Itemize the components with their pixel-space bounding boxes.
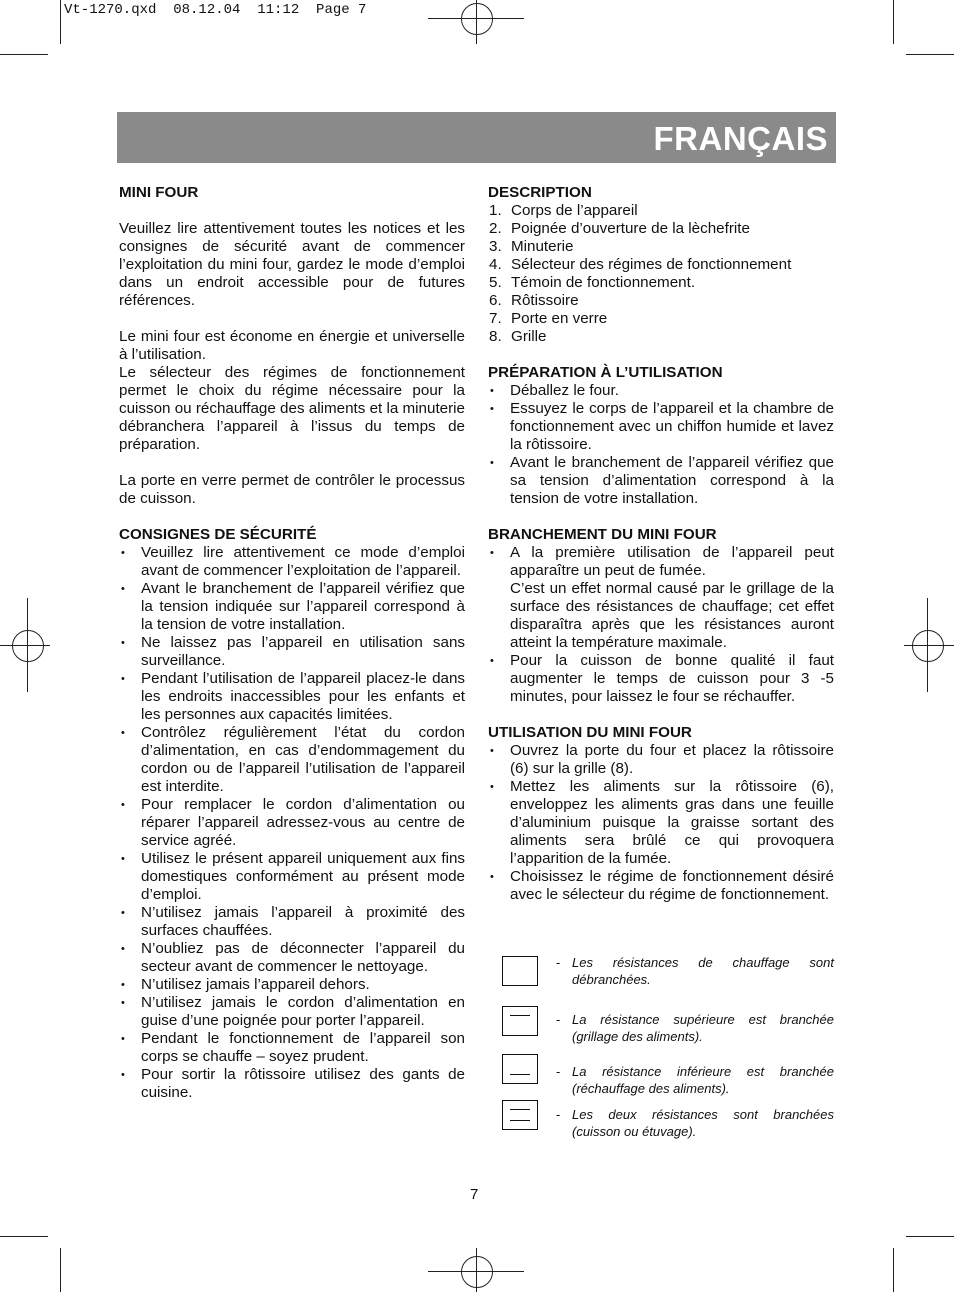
heater-off-icon [502, 956, 538, 986]
heater-line [510, 1120, 530, 1121]
page-number: 7 [470, 1186, 479, 1203]
heater-line [510, 1074, 530, 1075]
intro-paragraph: Veuillez lire attentivement toutes les notices et les consignes de sécurité avant de commencer l’exploitation du mini four, gardez le mode d’emploi dans un endroit accessible pour de futures références. [119, 220, 465, 309]
mode-text: Les résistances de chauffage sont débranchées. [572, 955, 834, 987]
item-number: 4. [489, 256, 502, 273]
list-item [488, 202, 834, 220]
selector-paragraph: Le sélecteur des régimes de fonctionnement permet le choix du régime nécessaire pour la cuisson ou réchauffage des aliments et la minuterie débranchera l’appareil à l’issus du temps de préparation. [119, 364, 465, 453]
list-item: • Pendant l’utilisation de l’appareil placez-le dans les endroits inaccessibles pour les enfants et les personnes aux capacités limitées. [119, 670, 465, 724]
list-item [488, 238, 834, 256]
heater-line [510, 1109, 530, 1110]
item-text: C’est un effet normal causé par le grillage de la surface des résistances de chauffage; cet effet disparaîtra après que les résistances auront atteint la température maximale. [510, 580, 834, 651]
connection-list [488, 544, 834, 706]
item-text: Corps de l’appareil [511, 202, 638, 219]
registration-line [0, 645, 50, 646]
usage-list [488, 742, 834, 904]
item-number: 2. [489, 220, 502, 237]
list-item: • Pendant le fonctionnement de l’appareil son corps se chauffe – soyez prudent. [119, 1030, 465, 1066]
list-item: • Mettez les aliments sur la rôtissoire (6), enveloppez les aliments gras dans une feuille d’aluminium puisque la graisse sortant des aliments sera brûlé ce qui provoquera l’apparition de la fumée. [488, 778, 834, 868]
crop-mark [893, 1248, 894, 1292]
crop-mark [906, 54, 954, 55]
list-item: • N’utilisez jamais l’appareil à proximité des surfaces chauffées. [119, 904, 465, 940]
item-text: A la première utilisation de l’appareil peut apparaître un peut de fumée. [510, 544, 834, 579]
spacer [119, 508, 465, 526]
list-item: • Essuyez le corps de l’appareil et la chambre de fonctionnement avec un chiffon humide et lavez la rôtissoire. [488, 400, 834, 454]
item-number: 6. [489, 292, 502, 309]
list-item: • Choisissez le régime de fonctionnement désiré avec le sélecteur du régime de fonctionnement. [488, 868, 834, 904]
file-slug: Vt-1270.qxd 08.12.04 11:12 Page 7 [64, 2, 367, 18]
left-column [119, 184, 465, 1102]
section-title-connection: BRANCHEMENT DU MINI FOUR [488, 526, 717, 543]
mode-text: La résistance supérieure est branchée (grillage des aliments). [572, 1012, 834, 1044]
list-item: • Pour sortir la rôtissoire utilisez des gants de cuisine. [119, 1066, 465, 1102]
item-text: Témoin de fonctionnement. [511, 274, 696, 291]
registration-line [476, 1248, 477, 1292]
glass-door-paragraph: La porte en verre permet de contrôler le processus de cuisson. [119, 472, 465, 507]
list-item [488, 292, 834, 310]
list-item [488, 220, 834, 238]
heater-both-icon [502, 1100, 538, 1130]
language-header [117, 112, 836, 163]
list-item: • Avant le branchement de l’appareil vérifiez que la tension indiquée sur l’appareil correspond à la tension de votre installation. [119, 580, 465, 634]
mode-description [556, 1063, 834, 1097]
list-item: • N’utilisez jamais le cordon d’alimentation en guise d’une poignée pour porter l’appareil. [119, 994, 465, 1030]
registration-mark-top [461, 3, 493, 35]
economy-paragraph: Le mini four est économe en énergie et universelle à l’utilisation. [119, 328, 465, 363]
mode-dash: - [556, 1107, 561, 1122]
registration-line [27, 598, 28, 692]
spacer [119, 202, 465, 220]
heater-bottom-icon [502, 1054, 538, 1084]
list-item: • Veuillez lire attentivement ce mode d’emploi avant de commencer l’exploitation de l’appareil. [119, 544, 465, 580]
list-item: • Utilisez le présent appareil uniquement aux fins domestiques conformément au présent mode d’emploi. [119, 850, 465, 904]
right-column [488, 184, 834, 904]
list-item: • Contrôlez régulièrement l’état du cordon d’alimentation, en cas d’endommagement du cordon ou de l’appareil l’utilisation de l’appareil est interdite. [119, 724, 465, 796]
item-text: Sélecteur des régimes de fonctionnement [511, 256, 792, 273]
list-item: • Déballez le four. [488, 382, 834, 400]
crop-mark [893, 0, 894, 44]
mode-dash: - [556, 955, 561, 970]
item-number: 7. [489, 310, 502, 327]
list-item [488, 544, 834, 652]
list-item: • Ouvrez la porte du four et placez la rôtissoire (6) sur la grille (8). [488, 742, 834, 778]
registration-line [927, 598, 928, 692]
section-title-mini-four: MINI FOUR [119, 184, 199, 201]
mode-dash: - [556, 1012, 561, 1027]
list-item: • Ne laissez pas l’appareil en utilisation sans surveillance. [119, 634, 465, 670]
crop-mark [0, 1236, 48, 1237]
mode-text: Les deux résistances sont branchées (cuisson ou étuvage). [572, 1107, 834, 1139]
item-number: 8. [489, 328, 502, 345]
description-list [488, 202, 834, 346]
preparation-list [488, 382, 834, 508]
language-title: FRANÇAIS [653, 120, 828, 157]
spacer [488, 346, 834, 364]
list-item: • N’oubliez pas de déconnecter l’appareil du secteur avant de commencer le nettoyage. [119, 940, 465, 976]
spacer [488, 508, 834, 526]
crop-mark [906, 1236, 954, 1237]
mode-description [556, 1011, 834, 1045]
list-item: • N’utilisez jamais l’appareil dehors. [119, 976, 465, 994]
spacer [488, 706, 834, 724]
registration-mark-left [12, 630, 44, 662]
item-number: 3. [489, 238, 502, 255]
crop-mark [0, 54, 48, 55]
mode-description [556, 954, 834, 988]
section-title-safety: CONSIGNES DE SÉCURITÉ [119, 526, 317, 543]
section-title-usage: UTILISATION DU MINI FOUR [488, 724, 692, 741]
registration-line [904, 645, 954, 646]
heater-top-icon [502, 1006, 538, 1036]
list-item [488, 310, 834, 328]
registration-mark-right [912, 630, 944, 662]
section-title-preparation: PRÉPARATION À L’UTILISATION [488, 364, 723, 381]
item-text: Porte en verre [511, 310, 608, 327]
item-number: 1. [489, 202, 502, 219]
item-text: Grille [511, 328, 547, 345]
crop-mark [60, 0, 61, 44]
list-item [488, 274, 834, 292]
spacer [119, 310, 465, 328]
list-item: • Pour remplacer le cordon d’alimentation ou réparer l’appareil adressez-vous au centre de service agréé. [119, 796, 465, 850]
crop-mark [60, 1248, 61, 1292]
mode-description [556, 1106, 834, 1140]
list-item: • Avant le branchement de l’appareil vérifiez que sa tension d’alimentation correspond à la tension de votre installation. [488, 454, 834, 508]
list-item [488, 256, 834, 274]
item-text: Rôtissoire [511, 292, 579, 309]
item-text: Minuterie [511, 238, 574, 255]
spacer [119, 454, 465, 472]
registration-line [476, 0, 477, 44]
mode-dash: - [556, 1064, 561, 1079]
heater-line [510, 1015, 530, 1016]
mode-text: La résistance inférieure est branchée (réchauffage des aliments). [572, 1064, 834, 1096]
list-item: • Pour la cuisson de bonne qualité il faut augmenter le temps de cuisson pour 3 -5 minutes, pour laissez le four se réchauffer. [488, 652, 834, 706]
list-item [488, 328, 834, 346]
section-title-description: DESCRIPTION [488, 184, 592, 201]
safety-list [119, 544, 465, 1102]
item-number: 5. [489, 274, 502, 291]
registration-mark-bottom [461, 1256, 493, 1288]
item-text: Poignée d’ouverture de la lèchefrite [511, 220, 750, 237]
